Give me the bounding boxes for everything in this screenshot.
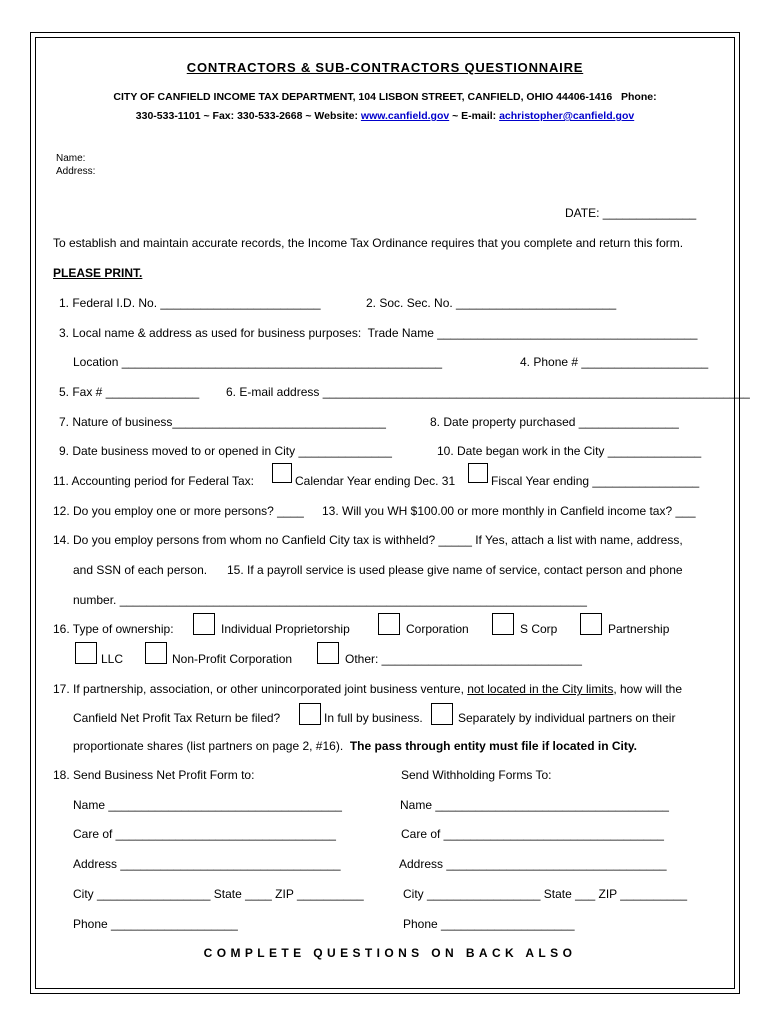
please-print: PLEASE PRINT. bbox=[53, 266, 143, 280]
q16-corporation-checkbox[interactable] bbox=[378, 613, 400, 635]
q11-calendar-label: Calendar Year ending Dec. 31 bbox=[295, 474, 456, 488]
left-name-field[interactable]: Name ___________________________________ bbox=[73, 798, 342, 812]
q17-proportionate: proportionate shares (list partners on page 2, #16). bbox=[73, 739, 344, 753]
q4-phone[interactable]: 4. Phone # ___________________ bbox=[520, 355, 709, 369]
left-city-state-zip[interactable]: City _________________ State ____ ZIP __________ bbox=[73, 887, 364, 901]
q11-calendar-checkbox[interactable] bbox=[272, 463, 292, 483]
q13-withholding[interactable]: 13. Will you WH $100.00 or more monthly in Canfield income tax? ___ bbox=[322, 504, 696, 518]
q16-individual-label: Individual Proprietorship bbox=[221, 622, 350, 636]
q17-line1 bbox=[53, 682, 682, 696]
q17-full-label: In full by business. bbox=[324, 711, 423, 725]
intro-text: To establish and maintain accurate records, the Income Tax Ordinance requires that you complete and return this form. bbox=[53, 236, 684, 250]
q9-date-moved[interactable]: 9. Date business moved to or opened in City ______________ bbox=[59, 444, 392, 458]
q3-trade-name[interactable]: 3. Local name & address as used for business purposes: Trade Name _______________________________________ bbox=[59, 326, 698, 340]
q16-scorp-checkbox[interactable] bbox=[492, 613, 514, 635]
address-label: Address: bbox=[56, 166, 96, 177]
right-name-field[interactable]: Name ___________________________________ bbox=[400, 798, 669, 812]
form-title: CONTRACTORS & SUB-CONTRACTORS QUESTIONNAIRE bbox=[186, 60, 584, 75]
q14-line2: and SSN of each person. bbox=[73, 563, 208, 577]
footer-note: COMPLETE QUESTIONS ON BACK ALSO bbox=[203, 946, 577, 960]
q10-date-began-work[interactable]: 10. Date began work in the City ______________ bbox=[437, 444, 702, 458]
q17-bold-note: The pass through entity must file if located in City. bbox=[349, 739, 637, 753]
q6-email[interactable]: 6. E-mail address ________________________________________________________________ bbox=[226, 385, 750, 399]
q3-location[interactable]: Location ________________________________________________ bbox=[73, 355, 443, 369]
q17-underlined: not located in the City limits bbox=[467, 682, 614, 696]
q5-fax[interactable]: 5. Fax # ______________ bbox=[59, 385, 200, 399]
q17-text-end: , how will the bbox=[613, 682, 683, 696]
q16-partnership-checkbox[interactable] bbox=[580, 613, 602, 635]
q11-label: 11. Accounting period for Federal Tax: bbox=[53, 474, 255, 488]
q16-llc-label: LLC bbox=[101, 652, 124, 666]
website-link[interactable]: www.canfield.gov bbox=[360, 110, 450, 122]
right-phone-field[interactable]: Phone ____________________ bbox=[403, 917, 575, 931]
email-link[interactable]: achristopher@canfield.gov bbox=[499, 110, 635, 122]
q16-label: 16. Type of ownership: bbox=[53, 622, 174, 636]
right-address-field[interactable]: Address _________________________________ bbox=[399, 857, 667, 871]
header-line-2 bbox=[0, 109, 770, 123]
q17-separately-label: Separately by individual partners on their bbox=[458, 711, 676, 725]
header-email-label: ~ E-mail: bbox=[449, 110, 500, 122]
left-careof-field[interactable]: Care of _________________________________ bbox=[73, 827, 336, 841]
q17-line3 bbox=[73, 739, 637, 753]
q12-employ[interactable]: 12. Do you employ one or more persons? ____ bbox=[53, 504, 304, 518]
q17-line2: Canfield Net Profit Tax Return be filed? bbox=[73, 711, 281, 725]
q11-fiscal-label[interactable]: Fiscal Year ending ________________ bbox=[491, 474, 700, 488]
right-careof-field[interactable]: Care of _________________________________ bbox=[401, 827, 664, 841]
q14-line1[interactable]: 14. Do you employ persons from whom no Canfield City tax is withheld? _____ If Yes, attach a list with name, address, bbox=[53, 533, 683, 547]
name-label: Name: bbox=[56, 153, 86, 164]
q11-fiscal-checkbox[interactable] bbox=[468, 463, 488, 483]
q16-other-field[interactable]: Other: ______________________________ bbox=[345, 652, 582, 666]
q17-full-checkbox[interactable] bbox=[299, 703, 321, 725]
withholding-label: Send Withholding Forms To: bbox=[401, 768, 552, 782]
q2-soc-sec[interactable]: 2. Soc. Sec. No. ________________________ bbox=[366, 296, 617, 310]
q16-partnership-label: Partnership bbox=[608, 622, 670, 636]
q16-scorp-label: S Corp bbox=[520, 622, 558, 636]
q15-number-field[interactable]: number. ______________________________________________________________________ bbox=[73, 593, 587, 607]
q8-date-property-purchased[interactable]: 8. Date property purchased _______________ bbox=[430, 415, 679, 429]
q18-label: 18. Send Business Net Profit Form to: bbox=[53, 768, 255, 782]
q16-llc-checkbox[interactable] bbox=[75, 642, 97, 664]
q17-text: 17. If partnership, association, or other unincorporated joint business venture, bbox=[53, 682, 468, 696]
q1-federal-id[interactable]: 1. Federal I.D. No. ________________________ bbox=[59, 296, 321, 310]
q16-corporation-label: Corporation bbox=[406, 622, 469, 636]
left-phone-field[interactable]: Phone ___________________ bbox=[73, 917, 238, 931]
q17-separately-checkbox[interactable] bbox=[431, 703, 453, 725]
q16-nonprofit-checkbox[interactable] bbox=[145, 642, 167, 664]
q7-nature-of-business[interactable]: 7. Nature of business________________________________ bbox=[59, 415, 386, 429]
left-address-field[interactable]: Address _________________________________ bbox=[73, 857, 341, 871]
q16-nonprofit-label: Non-Profit Corporation bbox=[172, 652, 293, 666]
q16-other-checkbox[interactable] bbox=[317, 642, 339, 664]
q15-payroll-service: 15. If a payroll service is used please give name of service, contact person and phone bbox=[227, 563, 683, 577]
q16-individual-checkbox[interactable] bbox=[193, 613, 215, 635]
header-line-1: CITY OF CANFIELD INCOME TAX DEPARTMENT, 104 LISBON STREET, CANFIELD, OHIO 44406-1416 Phone: bbox=[113, 91, 657, 103]
header-contact: 330-533-1101 ~ Fax: 330-533-2668 ~ Website: bbox=[135, 110, 361, 122]
right-city-state-zip[interactable]: City _________________ State ___ ZIP __________ bbox=[403, 887, 688, 901]
date-field[interactable]: DATE: ______________ bbox=[565, 206, 697, 220]
